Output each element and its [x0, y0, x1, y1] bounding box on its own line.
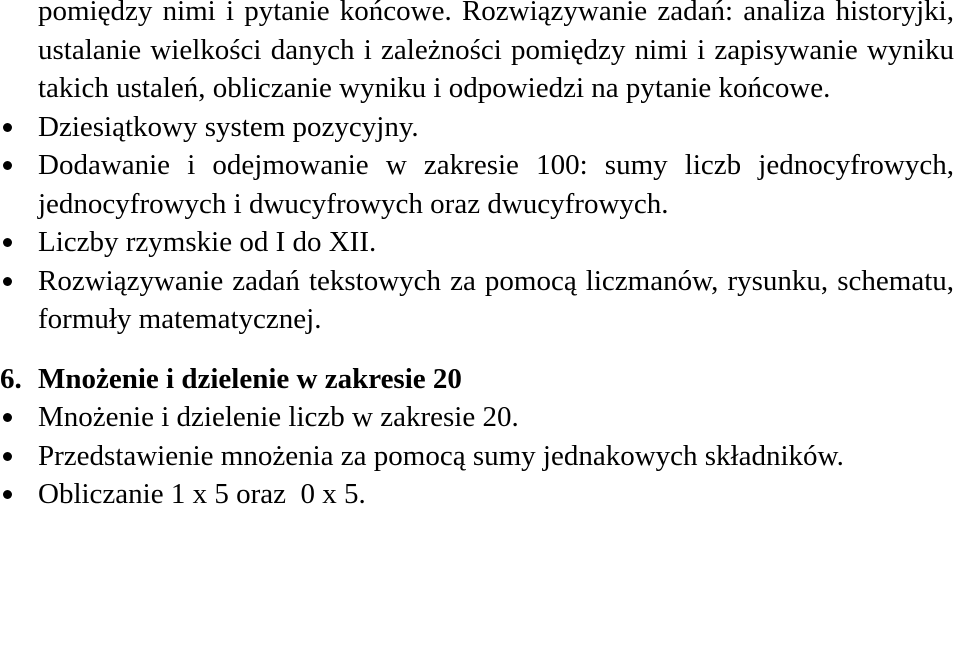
topic-list — [0, 108, 960, 339]
list-item-text: Obliczanie 1 x 5 oraz 0 x 5. — [38, 478, 366, 510]
bullet-icon — [3, 413, 12, 422]
list-item-text: Rozwiązywanie zadań tekstowych za pomocą liczmanów, rysunku, schematu, formuły matematycznej. — [38, 264, 954, 335]
bullet-icon — [3, 490, 12, 499]
list-item — [0, 437, 960, 476]
bullet-icon — [3, 452, 12, 461]
list-item — [0, 108, 960, 147]
intro-paragraph: pomiędzy nimi i pytanie końcowe. Rozwiązywanie zadań: analiza historyjki, ustalanie wielkości danych i zależności pomiędzy nimi i zapisywanie wyniku takich ustaleń, obliczanie wyniku i odpowiedzi na pytanie końcowe. — [38, 0, 954, 104]
list-item-text: Dziesiątkowy system pozycyjny. — [38, 110, 419, 143]
section-number: 6. — [0, 362, 22, 395]
list-item — [0, 223, 960, 262]
list-item — [0, 262, 960, 339]
list-item — [0, 398, 960, 437]
section-title: Mnożenie i dzielenie w zakresie 20 — [38, 362, 462, 395]
list-item-text: Mnożenie i dzielenie liczb w zakresie 20. — [38, 401, 519, 433]
list-item-text: Liczby rzymskie od I do XII. — [38, 226, 377, 258]
bullet-icon — [3, 161, 12, 170]
list-item-text: Dodawanie i odejmowanie w zakresie 100: sumy liczb jednocyfrowych, jednocyfrowych i dwucyfrowych oraz dwucyfrowych. — [38, 149, 954, 220]
bullet-icon — [3, 238, 12, 247]
section-topic-list — [0, 398, 960, 514]
list-item-text: Przedstawienie mnożenia za pomocą sumy jednakowych składników. — [38, 439, 844, 472]
bullet-icon — [3, 277, 12, 286]
list-item — [0, 475, 960, 514]
section-spacer — [0, 339, 960, 360]
list-item — [0, 146, 960, 223]
bullet-icon — [3, 123, 12, 132]
section-heading — [0, 360, 960, 399]
